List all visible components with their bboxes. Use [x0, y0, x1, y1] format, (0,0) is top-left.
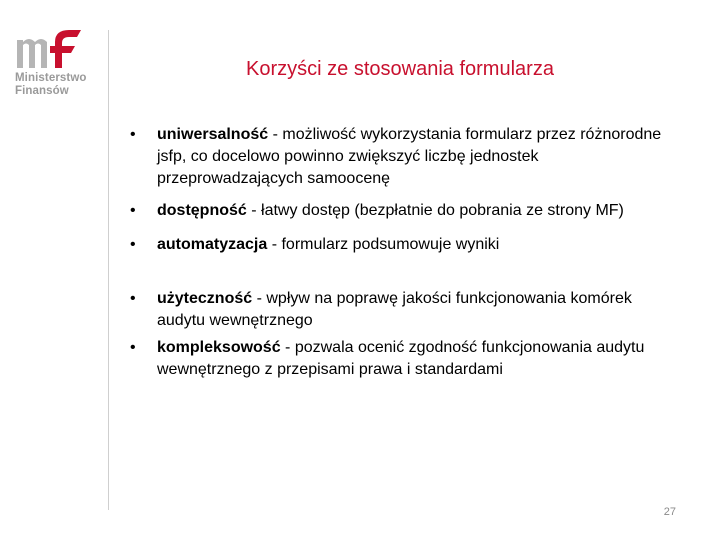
logo-line-1: Ministerstwo [15, 72, 87, 84]
bullet-icon: • [130, 202, 136, 219]
bullet-term: automatyzacja [157, 236, 268, 253]
bullet-text: - pozwala ocenić zgodność funkcjonowania audytu wewnętrznego z przepisami prawa i standardami [157, 339, 645, 378]
ministry-logo [15, 28, 100, 98]
bullet-term: użyteczność [157, 290, 253, 307]
bullet-icon: • [130, 236, 136, 253]
mf-logo-icon [15, 28, 87, 68]
list-item [130, 124, 670, 190]
list-item [130, 234, 670, 256]
bullet-icon: • [130, 290, 136, 307]
divider-line [108, 30, 109, 510]
bullet-term: dostępność [157, 202, 247, 219]
list-item [130, 200, 670, 222]
logo-text [15, 72, 100, 98]
list-item [130, 288, 670, 332]
bullet-text: - łatwy dostęp (bezpłatnie do pobrania ze strony MF) [246, 202, 624, 219]
slide-title: Korzyści ze stosowania formularza [246, 58, 554, 80]
bullet-icon: • [130, 126, 136, 143]
logo-line-2: Finansów [15, 85, 69, 97]
bullet-icon: • [130, 339, 136, 356]
bullet-text: - wpływ na poprawę jakości funkcjonowania komórek audytu wewnętrznego [157, 290, 632, 329]
bullet-term: uniwersalność [157, 126, 269, 143]
bullet-text: - formularz podsumowuje wyniki [267, 236, 500, 253]
bullet-term: kompleksowość [157, 339, 281, 356]
bullet-text: - możliwość wykorzystania formularz przez różnorodne jsfp, co docelowo powinno zwiększyć liczbę jednostek przeprowadzających samoocenę [157, 126, 662, 187]
benefits-list [130, 124, 670, 381]
list-item [130, 337, 670, 381]
page-number: 27 [663, 506, 676, 518]
